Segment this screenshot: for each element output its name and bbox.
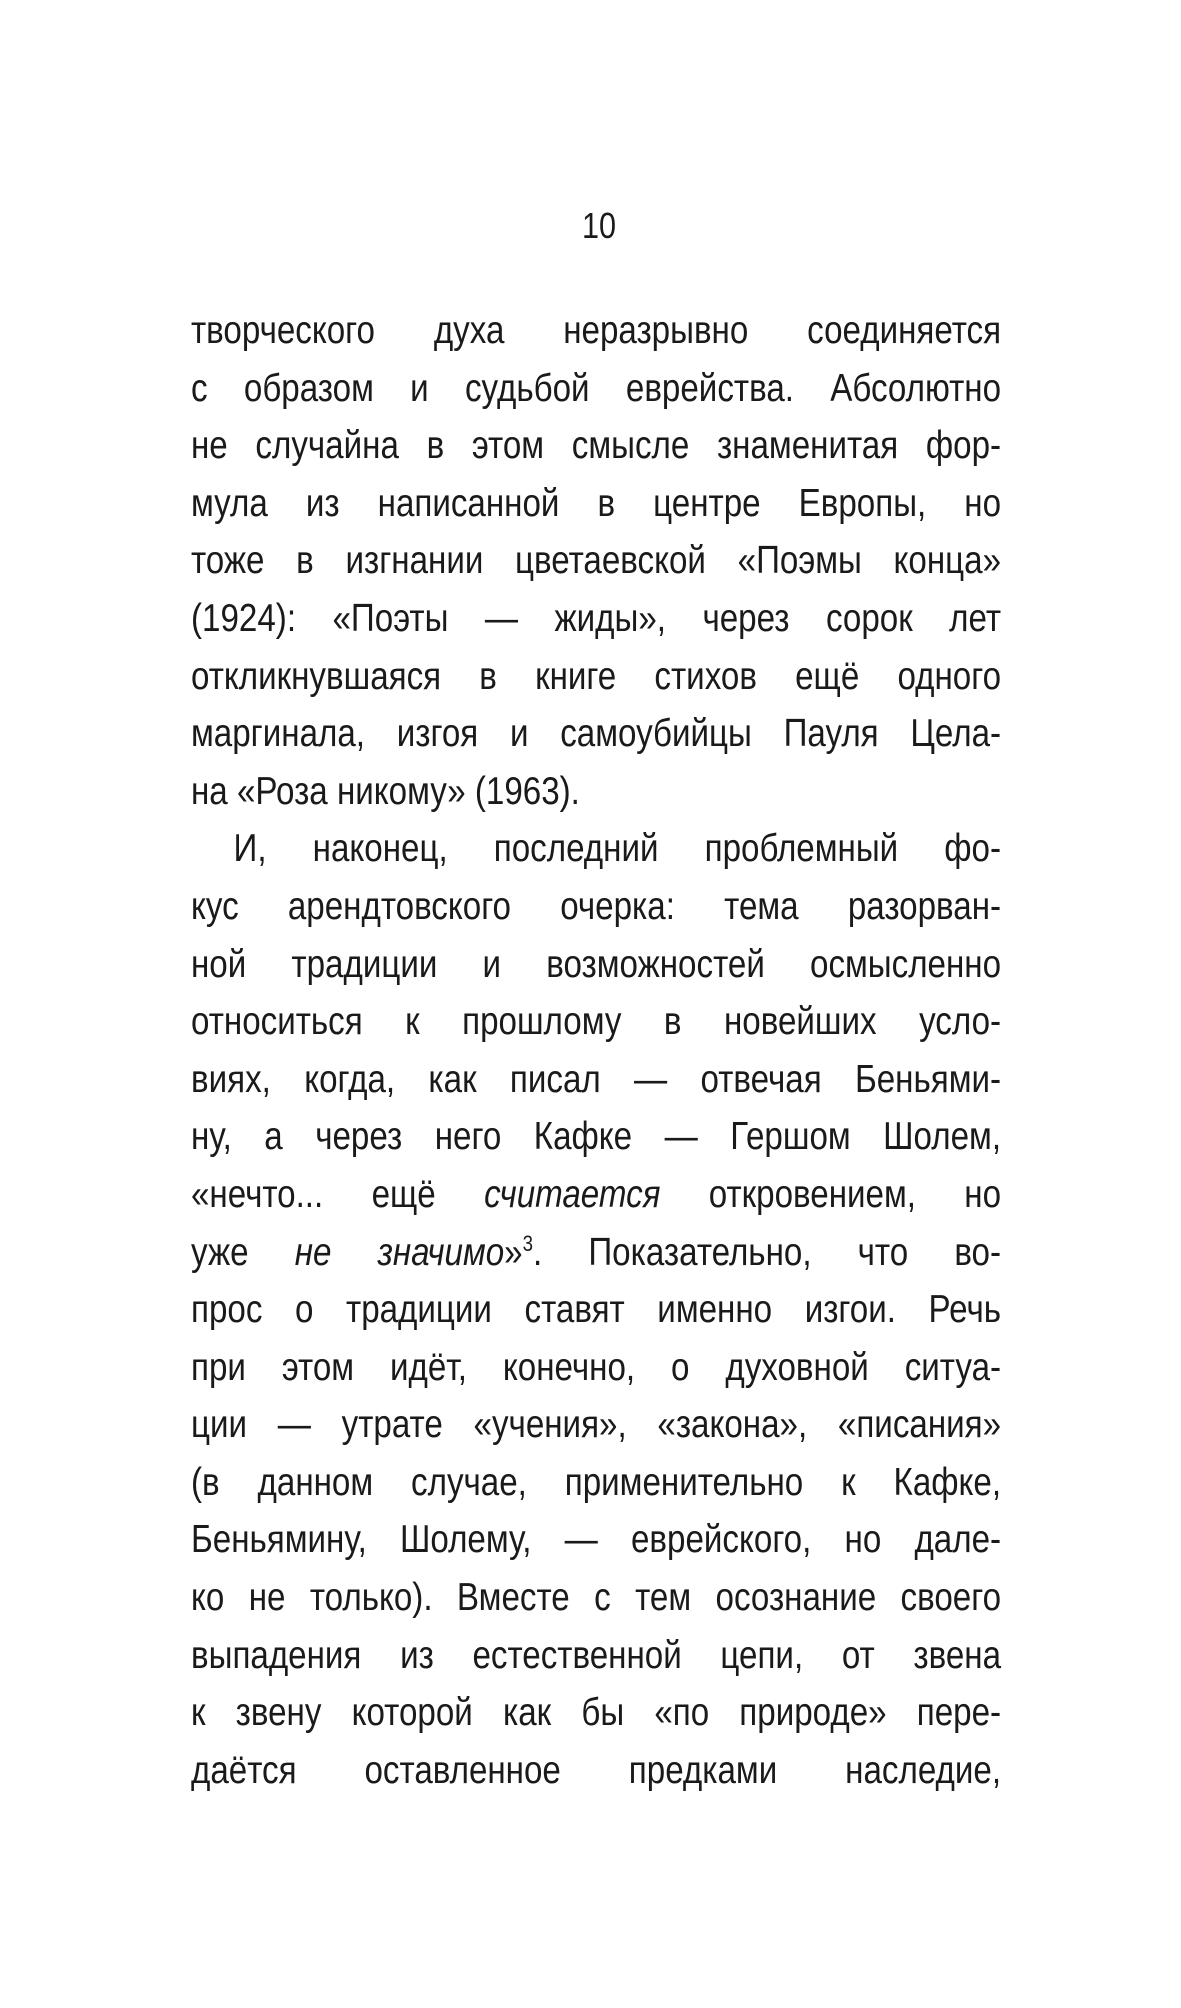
text-line: откликнувшаяся в книге стихов ещё одного [191,654,1002,698]
text-segment: «нечто... ещё [191,1172,485,1216]
text-line: не случайна в этом смысле знаменитая фор- [191,424,1002,468]
text-line [191,1224,1001,1282]
italic-text: не значимо [294,1230,505,1274]
text-line: ции — утрате «учения», «закона», «писания» [191,1403,1002,1447]
text-line: маргинала, изгоя и самоубийцы Пауля Цела- [191,712,1002,756]
footnote-ref[interactable]: 3 [522,1230,534,1256]
text-line: тоже в изгнании цветаевской «Поэмы конца» [191,539,1002,583]
text-line: даётся оставленное предками наследие, [191,1748,1002,1792]
italic-text: считается [484,1172,661,1216]
text-segment: . Показательно, что во- [533,1230,1002,1274]
text-line: на «Роза никому» (1963). [191,769,580,813]
text-line [191,1166,1001,1224]
text-segment: откровением, но [660,1172,1002,1216]
text-line: кус арендтовского очерка: тема разорван- [191,884,1002,928]
text-line: к звену которой как бы «по природе» пере- [191,1691,1002,1735]
text-line: ну, а через него Кафке — Гершом Шолем, [191,1115,1002,1159]
text-line: творческого духа неразрывно соединяется [191,309,1002,352]
body-text [191,302,1001,1799]
text-line: прос о традиции ставят именно изгои. Речь [191,1288,1002,1332]
text-line: мула из написанной в центре Европы, но [191,481,1002,525]
text-line: ной традиции и возможностей осмысленно [191,942,1002,986]
text-line: (в данном случае, применительно к Кафке, [191,1460,1002,1504]
text-line: И, наконец, последний проблемный фо- [233,827,1002,871]
text-line: при этом идёт, конечно, о духовной ситуа- [191,1345,1002,1389]
text-line: Беньямину, Шолему, — еврейского, но дале- [191,1518,1002,1562]
text-line: с образом и судьбой еврейства. Абсолютно [191,366,1002,410]
page-number: 10 [581,205,617,246]
text-line: выпадения из естественной цепи, от звена [191,1633,1002,1677]
text-line: виях, когда, как писал — отвечая Беньями- [191,1057,1002,1101]
text-segment: уже [191,1230,295,1274]
text-line: относиться к прошлому в новейших усло- [191,1000,1002,1044]
text-segment: » [504,1230,523,1274]
text-line: (1924): «Поэты — жиды», через сорок лет [191,596,1002,640]
text-line: ко не только). Вместе с тем осознание своего [191,1576,1002,1620]
